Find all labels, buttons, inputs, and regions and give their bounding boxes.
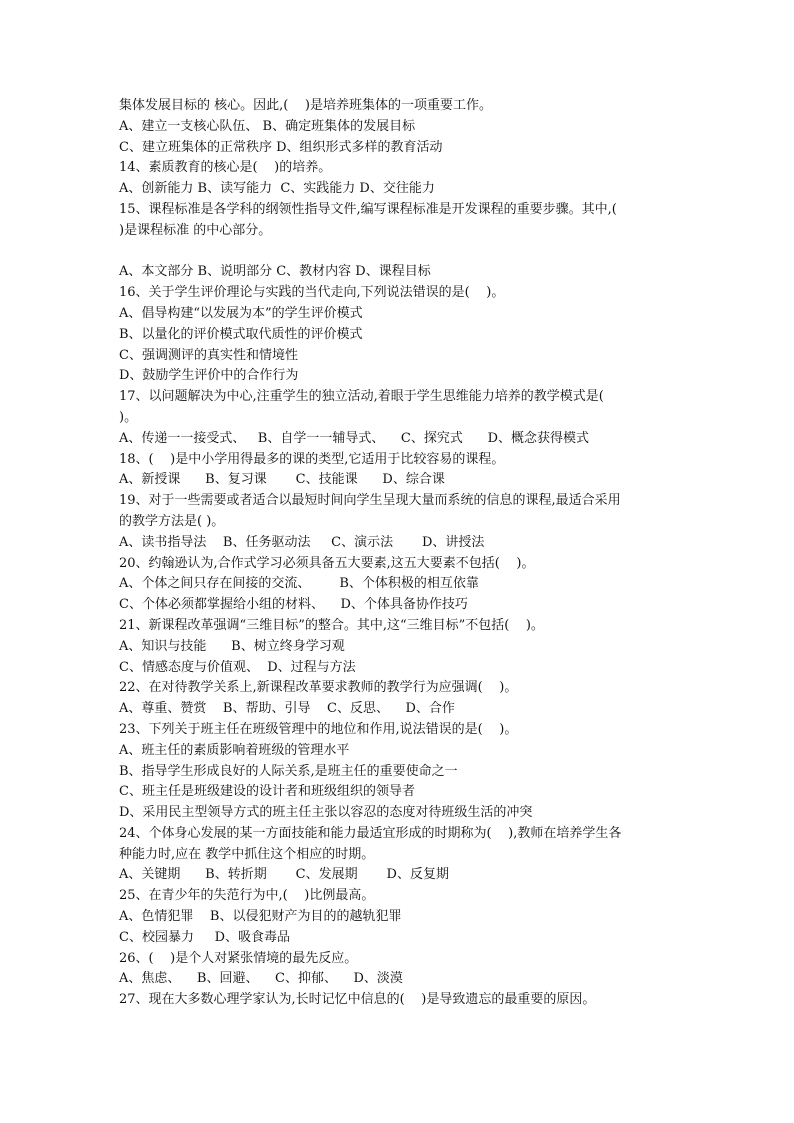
text-line: 24、个体身心发展的某一方面技能和能力最适宜形成的时期称为( ),教师在培养学生各 <box>119 825 622 841</box>
text-line: 15、课程标准是各学科的纲领性指导文件,编写课程标准是开发课程的重要步骤。其中,( <box>119 201 617 217</box>
text-line: )是课程标准 的中心部分。 <box>119 222 272 238</box>
text-line: A、创新能力 B、读写能力 C、实践能力 D、交往能力 <box>119 181 435 197</box>
text-line: 16、关于学生评价理论与实践的当代走向,下列说法错误的是( )。 <box>119 285 505 301</box>
text-line: A、尊重、赞赏 B、帮助、引导 C、反思、 D、合作 <box>119 701 455 717</box>
text-line: C、班主任是班级建设的设计者和班级组织的领导者 <box>119 784 415 800</box>
text-line: 26、( )是个人对紧张情境的最先反应。 <box>119 950 358 966</box>
text-line: A、焦虑、 B、回避、 C、抑郁、 D、淡漠 <box>119 971 403 987</box>
text-line: A、建立一支核心队伍、 B、确定班集体的发展目标 <box>119 118 416 134</box>
text-line: B、以量化的评价模式取代质性的评价模式 <box>119 326 363 342</box>
text-line: C、建立班集体的正常秩序 D、组织形式多样的教育活动 <box>119 139 443 155</box>
text-line: 集体发展目标的 核心。因此,( )是培养班集体的一项重要工作。 <box>119 98 492 113</box>
text-line: 22、在对待教学关系上,新课程改革要求教师的教学行为应强调( )。 <box>119 680 518 696</box>
text-line: 19、对于一些需要或者适合以最短时间向学生呈现大量而系统的信息的课程,最适合采用 <box>119 493 621 509</box>
text-line: 25、在青少年的失范行为中,( )比例最高。 <box>119 888 375 904</box>
text-line: 27、现在大多数心理学家认为,长时记忆中信息的( )是导致遗忘的最重要的原因。 <box>119 992 596 1008</box>
text-line <box>119 242 679 263</box>
text-line: A、本文部分 B、说明部分 C、教材内容 D、课程目标 <box>119 264 431 280</box>
text-line: 20、约翰逊认为,合作式学习必须具备五大要素,这五大要素不包括( )。 <box>119 555 535 571</box>
text-line: C、个体必须都掌握给小组的材料、 D、个体具备协作技巧 <box>119 597 468 613</box>
text-line: C、强调测评的真实性和情境性 <box>119 347 298 363</box>
text-line: )。 <box>119 409 138 425</box>
text-line: C、情感态度与价值观、 D、过程与方法 <box>119 659 356 675</box>
text-line: 18、( )是中小学用得最多的课的类型,它适用于比较容易的课程。 <box>119 451 505 467</box>
text-line: 21、新课程改革强调“三维目标”的整合。其中,这“三维目标”不包括( )。 <box>119 617 544 633</box>
text-line: A、知识与技能 B、树立终身学习观 <box>119 638 345 654</box>
text-line: A、个体之间只存在间接的交流、 B、个体积极的相互依靠 <box>119 576 479 592</box>
text-line: A、传递一一接受式、 B、自学一一辅导式、 C、探究式 D、概念获得模式 <box>119 430 590 446</box>
text-line: 种能力时,应在 教学中抓住这个相应的时期。 <box>119 846 375 862</box>
text-line: C、校园暴力 D、吸食毒品 <box>119 929 291 945</box>
text-line: D、鼓励学生评价中的合作行为 <box>119 368 299 384</box>
text-line: 23、下列关于班主任在班级管理中的地位和作用,说法错误的是( )。 <box>119 721 518 737</box>
document-page <box>119 96 679 1011</box>
text-line: B、指导学生形成良好的人际关系,是班主任的重要使命之一 <box>119 763 458 779</box>
text-line: A、关键期 B、转折期 C、发展期 D、反复期 <box>119 867 449 883</box>
text-line: D、采用民主型领导方式的班主任主张以容忍的态度对待班级生活的冲突 <box>119 805 533 821</box>
text-line: 17、以问题解决为中心,注重学生的独立活动,着眼于学生思维能力培养的教学模式是( <box>119 389 604 405</box>
text-line: A、倡导构建“以发展为本”的学生评价模式 <box>119 305 363 321</box>
text-line: 14、素质教育的核心是( )的培养。 <box>119 160 332 176</box>
text-line: A、班主任的素质影响着班级的管理水平 <box>119 742 350 758</box>
text-line: A、新授课 B、复习课 C、技能课 D、综合课 <box>119 472 445 488</box>
text-line: 的教学方法是( )。 <box>119 513 225 529</box>
text-line: A、读书指导法 B、任务驱动法 C、演示法 D、讲授法 <box>119 534 485 550</box>
text-line: A、色情犯罪 B、以侵犯财产为目的的越轨犯罪 <box>119 909 402 925</box>
